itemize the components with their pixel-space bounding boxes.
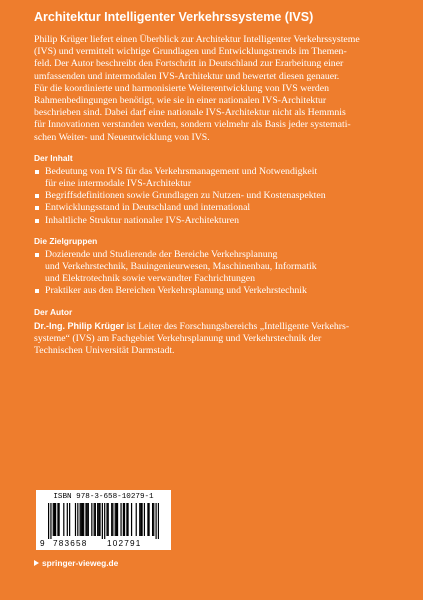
barcode-bar <box>55 503 56 536</box>
barcode-bar <box>95 503 96 536</box>
barcode-bar <box>117 503 118 536</box>
author-line: Technischen Universität Darmstadt. <box>34 345 175 357</box>
list-item-line: Inhaltliche Struktur nationaler IVS-Architekturen <box>45 214 239 226</box>
barcode-bar <box>83 503 84 536</box>
barcode-bar <box>69 503 70 536</box>
intro-line: für Innovationen verstanden werden, sondern vielmehr als Basis jeder systemati- <box>34 119 351 131</box>
barcode-bar <box>63 503 64 536</box>
barcode-bar <box>108 503 109 536</box>
barcode-image <box>48 503 159 539</box>
zielgruppen-list <box>34 249 390 298</box>
barcode-digits-left: 783658 <box>53 539 88 548</box>
barcode-bar <box>144 503 145 536</box>
barcode-bar <box>80 503 81 536</box>
barcode-bar <box>48 503 49 539</box>
barcode-bar <box>136 503 137 536</box>
barcode-bar <box>111 503 112 536</box>
barcode-bar <box>97 503 98 536</box>
barcode-bar <box>75 503 76 536</box>
barcode-bar <box>50 503 51 539</box>
list-item <box>34 166 390 190</box>
intro-line: umfassenden und intermodalen IVS-Architektur und bewertet diesen genauer. <box>34 70 340 82</box>
list-item <box>34 249 390 286</box>
barcode-bar <box>131 503 132 536</box>
barcode-digit-first: 9 <box>40 539 45 548</box>
list-item-line: für eine intermodale IVS-Architektur <box>45 178 192 190</box>
barcode-bar <box>141 503 142 536</box>
barcode-bar <box>139 503 140 536</box>
isbn-label: ISBN 978-3-658-10279-1 <box>53 493 154 501</box>
list-item-line: Praktiker aus den Bereichen Verkehrsplanung und Verkehrstechnik <box>45 285 307 297</box>
intro-paragraph <box>34 34 390 144</box>
barcode-bar <box>67 503 68 536</box>
list-item-line: und Verkehrstechnik, Bauingenieurwesen, Maschinenbau, Informatik <box>45 261 317 273</box>
barcode-bar <box>54 503 55 536</box>
barcode-bar <box>87 503 88 536</box>
barcode-bar <box>112 503 113 536</box>
barcode-bar <box>102 503 103 539</box>
barcode-bar <box>116 503 117 536</box>
intro-line: schen Weiter- und Neuentwicklung von IVS. <box>34 131 210 143</box>
cover-title: Architektur Intelligenter Verkehrssysteme (IVS) <box>34 10 314 24</box>
barcode-bar <box>82 503 83 536</box>
section-heading-zielgruppen: Die Zielgruppen <box>34 235 98 246</box>
barcode-bar <box>53 503 54 536</box>
barcode-bar <box>140 503 141 536</box>
list-item <box>34 285 390 297</box>
barcode-bar <box>115 503 116 536</box>
barcode-bar <box>98 503 99 536</box>
intro-line: Für die koordinierte und harmonisierte Weiterentwicklung von IVS werden <box>34 82 330 94</box>
intro-line: Rahmenbedingungen benötigt, wie sie in einer nationalen IVS-Architektur <box>34 95 327 107</box>
barcode-bar <box>77 503 78 536</box>
barcode-bar <box>127 503 128 536</box>
list-item <box>34 190 390 202</box>
barcode-bar <box>124 503 125 536</box>
barcode-bar <box>81 503 82 536</box>
list-item-line: Entwicklungsstand in Deutschland und international <box>45 202 251 214</box>
intro-line: beschrieben sind. Dabei darf eine nationale IVS-Architektur nicht als Hemmnis <box>34 107 346 119</box>
inhalt-list <box>34 166 390 227</box>
barcode-bar <box>94 503 95 536</box>
barcode-bar <box>85 503 86 536</box>
publisher-url: springer-vieweg.de <box>42 558 119 568</box>
author-line: ist Leiter des Forschungsbereichs „Intelligente Verkehrs- <box>124 320 350 332</box>
publisher-link[interactable] <box>34 558 118 568</box>
cover-text-block <box>34 10 390 357</box>
list-item-line: Bedeutung von IVS für das Verkehrsmanagement und Notwendigkeit <box>45 165 318 177</box>
isbn-barcode-box <box>36 490 171 550</box>
list-item-line: Begriffsdefinitionen sowie Grundlagen zu Nutzen- und Kostenaspekten <box>45 190 326 202</box>
barcode-bar <box>158 503 159 539</box>
barcode-bar <box>88 503 89 536</box>
barcode-bar <box>148 503 149 536</box>
barcode-bar <box>147 503 148 536</box>
barcode-bar <box>99 503 100 536</box>
list-item <box>34 215 390 227</box>
arrow-right-icon <box>34 560 39 566</box>
barcode-bar <box>57 503 58 536</box>
barcode-bar <box>152 503 153 536</box>
barcode-digits-right: 102791 <box>107 539 142 548</box>
author-paragraph <box>34 320 390 358</box>
author-line: systeme“ (IVS) am Fachgebiet Verkehrsplanung und Verkehrstechnik der <box>34 332 322 344</box>
intro-line: Philip Krüger liefert einen Überblick zur Architektur Intelligenter Verkehrssysteme <box>34 34 360 45</box>
intro-line: feld. Der Autor beschreibt den Fortschritt in Deutschland zur Erarbeitung einer <box>34 58 344 70</box>
list-item-line: und Elektrotechnik sowie verwandter Fachrichtungen <box>45 273 256 285</box>
barcode-bar <box>120 503 121 536</box>
barcode-bar <box>155 503 156 539</box>
barcode-bar <box>153 503 154 536</box>
list-item-line: Dozierende und Studierende der Bereiche Verkehrsplanung <box>45 248 278 260</box>
list-item <box>34 202 390 214</box>
barcode-bar <box>106 503 107 536</box>
section-heading-autor: Der Autor <box>34 306 73 317</box>
barcode-bar <box>123 503 124 536</box>
barcode-bar <box>126 503 127 536</box>
section-heading-inhalt: Der Inhalt <box>34 152 73 163</box>
barcode-bar <box>91 503 92 536</box>
intro-line: (IVS) und vermittelt wichtige Grundlagen und Entwicklungstrends im Themen- <box>34 46 347 58</box>
barcode-bar <box>104 503 105 539</box>
barcode-bar <box>59 503 60 536</box>
author-name: Dr.-Ing. Philip Krüger <box>34 320 125 331</box>
